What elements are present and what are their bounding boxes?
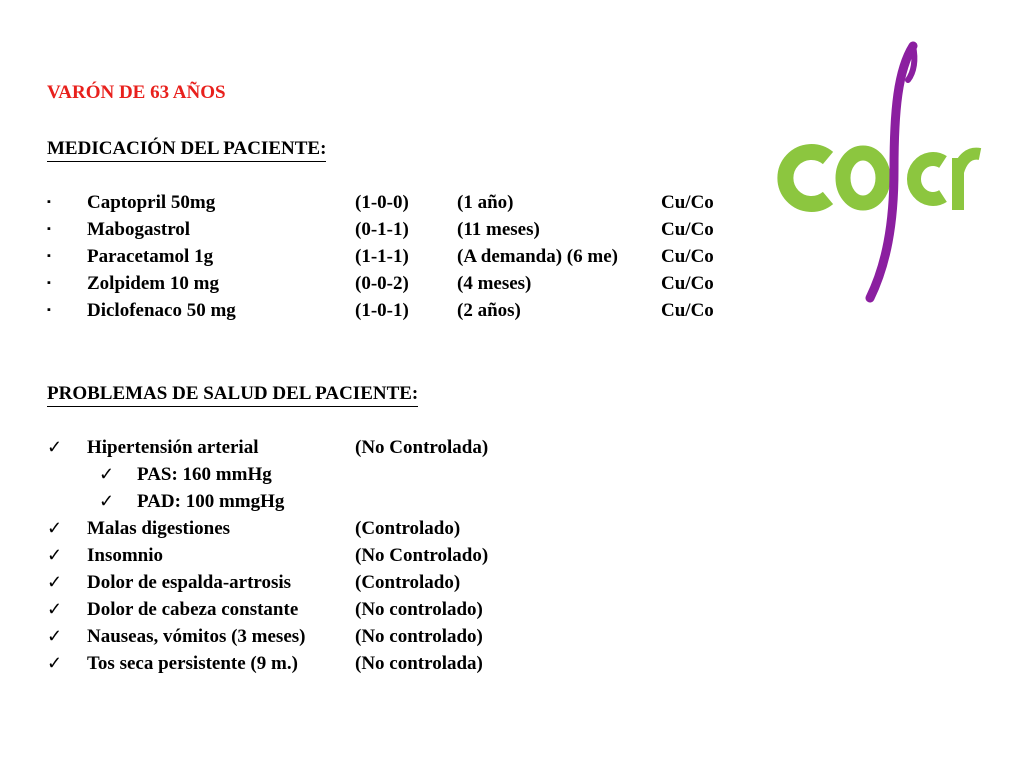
square-bullet-icon: ▪ xyxy=(47,277,51,289)
problem-name: Hipertensión arterial xyxy=(87,437,259,458)
medication-row xyxy=(0,297,760,324)
medication-heading: MEDICACIÓN DEL PACIENTE: xyxy=(47,138,326,162)
medication-code: Cu/Co xyxy=(661,192,714,213)
problem-subrow xyxy=(0,461,560,488)
medication-name: Captopril 50mg xyxy=(87,192,216,213)
problem-subrow xyxy=(0,488,560,515)
square-bullet-icon: ▪ xyxy=(47,196,51,208)
square-bullet-icon: ▪ xyxy=(47,250,51,262)
problem-row xyxy=(0,650,560,677)
problem-row xyxy=(0,542,560,569)
square-bullet-icon: ▪ xyxy=(47,304,51,316)
medication-dose: (1-1-1) xyxy=(355,246,409,267)
medication-dose: (0-1-1) xyxy=(355,219,409,240)
check-icon: ✓ xyxy=(47,545,63,565)
medication-name: Zolpidem 10 mg xyxy=(87,273,219,294)
check-icon: ✓ xyxy=(47,437,63,457)
problem-row xyxy=(0,596,560,623)
cofcr-logo xyxy=(770,40,985,305)
medication-dose: (1-0-0) xyxy=(355,192,409,213)
check-icon: ✓ xyxy=(47,653,63,673)
medication-code: Cu/Co xyxy=(661,273,714,294)
check-icon: ✓ xyxy=(47,572,63,592)
problem-name: Insomnio xyxy=(87,545,164,566)
problem-status: (No controlado) xyxy=(355,599,483,620)
medication-dose: (1-0-1) xyxy=(355,300,409,321)
medication-name: Diclofenaco 50 mg xyxy=(87,300,236,321)
medication-dose: (0-0-2) xyxy=(355,273,409,294)
medication-row xyxy=(0,243,760,270)
problem-status: (Controlado) xyxy=(355,572,461,593)
problems-heading: PROBLEMAS DE SALUD DEL PACIENTE: xyxy=(47,383,418,407)
problem-name: Dolor de espalda-artrosis xyxy=(87,572,292,593)
check-icon: ✓ xyxy=(47,518,63,538)
medication-duration: (2 años) xyxy=(457,300,521,321)
medication-row xyxy=(0,189,760,216)
problem-status: (No Controlado) xyxy=(355,545,489,566)
problem-row xyxy=(0,515,560,542)
problem-status: (No controlada) xyxy=(355,653,483,674)
problem-name: Tos seca persistente (9 m.) xyxy=(87,653,298,674)
problem-name: Nauseas, vómitos (3 meses) xyxy=(87,626,306,647)
problem-detail: PAS: 160 mmHg xyxy=(137,464,272,485)
problem-detail: PAD: 100 mmgHg xyxy=(137,491,285,512)
medication-duration: (4 meses) xyxy=(457,273,532,294)
problem-name: Dolor de cabeza constante xyxy=(87,599,299,620)
problem-status: (Controlado) xyxy=(355,518,461,539)
medication-name: Mabogastrol xyxy=(87,219,191,240)
problem-row xyxy=(0,569,560,596)
medication-code: Cu/Co xyxy=(661,219,714,240)
medication-duration: (A demanda) (6 me) xyxy=(457,246,618,267)
medication-code: Cu/Co xyxy=(661,300,714,321)
medication-name: Paracetamol 1g xyxy=(87,246,214,267)
medication-row xyxy=(0,216,760,243)
problem-status: (No Controlada) xyxy=(355,437,489,458)
patient-title: VARÓN DE 63 AÑOS xyxy=(47,82,226,103)
problem-status: (No controlado) xyxy=(355,626,483,647)
medication-code: Cu/Co xyxy=(661,246,714,267)
check-icon: ✓ xyxy=(99,464,115,484)
problem-name: Malas digestiones xyxy=(87,518,231,539)
problem-row xyxy=(0,434,560,461)
square-bullet-icon: ▪ xyxy=(47,223,51,235)
medication-duration: (1 año) xyxy=(457,192,514,213)
medication-row xyxy=(0,270,760,297)
problem-row xyxy=(0,623,560,650)
check-icon: ✓ xyxy=(47,626,63,646)
check-icon: ✓ xyxy=(99,491,115,511)
check-icon: ✓ xyxy=(47,599,63,619)
medication-duration: (11 meses) xyxy=(457,219,540,240)
